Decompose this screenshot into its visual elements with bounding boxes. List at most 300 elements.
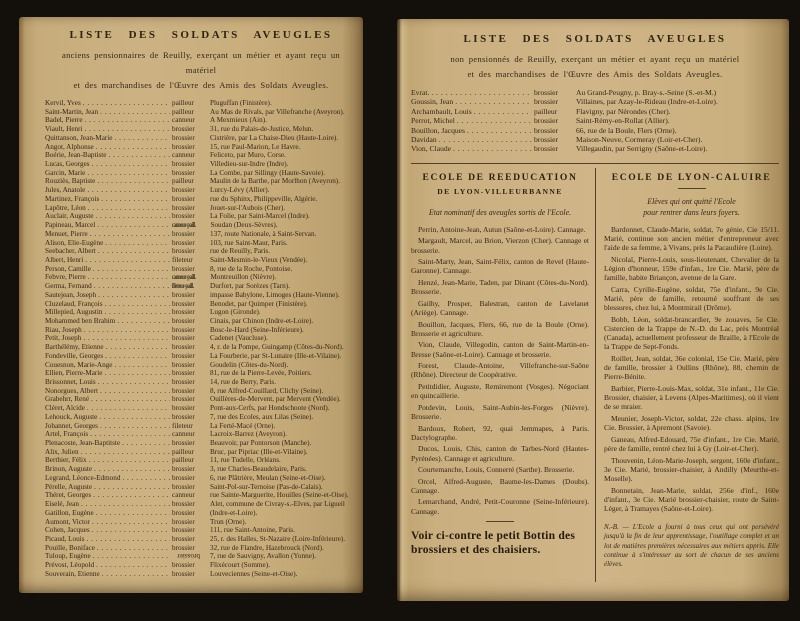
dot-leader [94,465,170,474]
dot-leader [96,143,170,152]
soldier-name: Mohammed ben Brahim [45,316,116,325]
soldier-job: canneur [172,430,195,439]
name-cell [45,195,172,204]
dot-leader [114,134,170,143]
list-row [45,308,357,317]
dot-leader [474,107,532,116]
soldier-name: Menuet, Pierre [45,229,88,238]
school-paragraph: Saint-Marty, Jean, Saint-Félix, canton de Revel (Haute-Garonne). Cannage. [411,257,589,276]
soldier-name: Artel, François [45,430,89,439]
list-row [411,116,779,125]
school-paragraph: Perrin, Antoine-Jean, Autun (Saône-et-Loire). Cannage. [418,224,586,234]
list-row [45,300,357,309]
soldier-address: Saint-Rémy-en-Rollat (Allier). [576,116,670,126]
name-cell [45,151,172,160]
dot-leader [92,518,170,527]
soldier-name: Badel, Pierre [45,116,83,125]
soldier-address: Lurcy-Lévy (Allier). [210,186,270,195]
soldier-name: Picaud, Louis [45,534,85,543]
book-gutter-shadow [360,0,400,621]
soldier-job: brossier [172,569,195,578]
soldier-name: Papineau, Marcel [45,221,96,230]
soldier-address: Cinais, par Chinon (Indre-et-Loire). [210,316,314,325]
dot-leader [87,535,170,544]
dot-leader [98,247,170,256]
soldier-address: Louveciennes (Seine-et-Oise). [210,569,298,578]
school-paragraph: Bonnetain, Jean-Marie, soldat, 256e d'inf., 160e d'infant., 3e Cie. Marié brossier-chaisier, route de Saint-Léger, à Tramayes (Saône-et-Loire). [604,485,779,513]
soldier-job: fileteur [172,255,193,264]
name-cell [45,143,172,152]
list-row [45,221,357,230]
name-cell [45,491,172,500]
soldier-name: Sautejean, Joseph [45,290,97,299]
dot-leader [87,186,170,195]
school-paragraph: Meunier, Joseph-Victor, soldat, 22e chass. alpins, 1re Cie. Brossier, à Apremont (Savoie). [604,413,779,433]
soldier-job: brossier [172,351,195,360]
list-row [45,204,357,213]
soldier-address: impasse Babylone, Limoges (Haute-Vienne). [210,290,340,299]
list-row [45,134,357,143]
soldier-job: brossier [172,404,195,413]
dot-leader [94,282,170,291]
soldier-job: brossier [534,134,559,144]
list-row [45,116,357,125]
soldier-job: canneur-paill. [172,273,196,282]
soldier-address: 111, rue Saint-Antoine, Paris. [210,526,295,535]
dot-leader [90,430,170,439]
name-cell [45,352,172,361]
dot-leader [108,151,170,160]
soldier-job: brossier [172,386,195,395]
soldier-name: Alison, Elie-Eugène [45,238,104,247]
school-paragraph: Ducos, Louis, Chis, canton de Tarbes-Nord (Hautes-Pyrénées). Cannage et agriculture. [411,444,589,463]
soldier-job: brossier [172,543,195,552]
soldier-name: Petit, Joseph [45,334,82,343]
soldier-address: Ouillères-de-Mervent, par Mervent (Vendée). [210,395,341,404]
soldier-name: Perrot, Michel [411,116,455,126]
dot-leader [87,169,170,178]
name-cell [45,273,172,282]
list-row [45,212,357,221]
name-cell [45,186,172,195]
name-cell [45,125,172,134]
name-cell [411,88,534,97]
list-row [45,500,357,509]
dot-leader [90,230,170,239]
soldier-address: La Combe, par Sillingy (Haute-Savoie). [210,168,325,177]
name-cell [45,265,172,274]
dot-leader [457,116,532,125]
soldier-name: Fondeville, Georges [45,351,104,360]
schools-section [411,168,779,582]
soldier-address: 137, route Nationale, à Saint-Servan. [210,229,317,238]
name-cell [45,334,172,343]
soldier-job: brossier [172,125,195,134]
soldier-address: A Mexmieux (Ain). [210,116,267,125]
list-row [45,413,357,422]
right-page [397,19,789,601]
dot-leader [89,456,170,465]
soldier-job: fileteur-paill. [172,282,194,291]
soldier-address: Villaines, par Azay-le-Rideau (Indre-et-Loire). [576,97,718,107]
name-cell [45,456,172,465]
soldier-address: 66, rue de la Boule, Flers (Orne). [576,125,677,135]
list-row [45,361,357,370]
list-row [45,256,357,265]
soldier-address: 4, r. de la Pompe, Guingamp (Côtes-du-Nord). [210,343,344,352]
soldier-address: Pluguffan (Finistère). [210,99,272,107]
soldier-job: pailleur [172,177,194,186]
soldier-address: Trun (Orne). [210,517,247,526]
soldier-address: 6, rue Plâtrière, Meulan (Seine-et-Oise). [210,473,326,482]
dot-leader [91,395,170,404]
dot-leader [88,273,170,282]
dot-leader [467,126,532,135]
name-cell [45,300,172,309]
school-intro: Etat nominatif des aveugles sortis de l'Ecole. [428,207,572,217]
left-page [19,17,363,593]
soldier-name: Lapôtre, Léon [45,203,86,212]
soldier-job: brossier [172,168,195,177]
list-row [45,509,357,518]
dot-leader [95,212,170,221]
list-row [45,317,357,326]
name-cell [45,169,172,178]
name-cell [45,116,172,125]
dot-leader [101,195,170,204]
soldier-address: Saint-Pol-sur-Ternoise (Pas-de-Calais). [210,482,323,491]
soldier-address: La Ferté-Macé (Orne). [210,421,276,430]
soldier-address: Alet, commune de Civray-s.-Elves, par Ligueil [210,500,345,509]
soldier-name: Cohen, Jacques [45,526,90,535]
list-row [45,518,357,527]
name-cell [45,509,172,518]
name-cell [45,430,172,439]
name-cell [45,483,172,492]
page-subtitle-line2: et des marchandises de l'Œuvre des Amis des Soldats Aveugles. [467,69,723,79]
soldier-address: Flixécourt (Somme). [210,561,270,570]
dot-leader [92,160,170,169]
soldier-job: brossier [172,142,195,151]
soldier-job: brossier [177,552,200,561]
school-heading-line1: ECOLE DE REEDUCATION [422,171,578,183]
list-row [45,160,357,169]
soldier-address: Villedieu-sur-Indre (Indre). [210,160,289,169]
soldier-job: brossier [172,308,195,317]
soldier-address: 3, rue Charles-Beaudelaire, Paris. [210,465,307,474]
soldier-address: Cistrière, par La Chaise-Dieu (Haute-Loire). [210,133,339,142]
soldier-address: 8, rue Alfred-Couillard, Clichy (Seine). [210,386,324,395]
school-paragraph: Nicolaï, Pierre-Louis, sous-lieutenant, Chevalier de la Légion d'honneur, 159e d'infan., 1re Cie. Marié, père de famille, habite Briançon, avenue de la Gare. [604,254,779,283]
soldier-name: Jules, Anatole [45,186,86,195]
page-subtitle-line2: et des marchandises de l'Œuvre des Amis des Soldats Aveugles. [73,80,329,90]
dot-leader [122,439,170,448]
school-paragraph: Forest, Claude-Antoine, Villefranche-sur-Saône (Rhône). Directeur de Coopérative. [411,361,589,380]
soldier-name: Person, Camille [45,264,91,273]
list-row [45,177,357,186]
soldier-address: Durfort, par Sorèzes (Tarn). [210,282,290,291]
soldier-address: Au Grand-Peugny, p. Bray-s.-Seine (S.-et-M.) [576,88,717,97]
name-cell [45,570,172,579]
school-paragraph-list [604,225,779,513]
soldier-name: Bouillon, Jacques [411,125,465,135]
soldier-address: Feliceto, par Muro, Corse. [210,151,286,160]
dot-leader [96,509,170,518]
soldier-name: Legrand, Léonce-Edmond [45,473,121,482]
soldier-job: brossier [172,238,195,247]
soldier-name: Evrat. [411,88,430,97]
soldier-name: Couesnon, Marie-Ange [45,360,113,369]
soldier-name: Johannet, Georges [45,421,98,430]
soldier-name: Plenacoste, Jean-Baptitste [45,439,121,448]
list-row [45,430,357,439]
soldier-job: brossier [534,144,559,154]
list-row [45,334,357,343]
list-row [45,99,357,108]
school-paragraph: Barbier, Pierre-Louis-Max, soldat, 31e infant., 11e Cie. Brossier, chaisier, à Levens (Alpes-Maritimes), où il vient de se mraier. [604,383,779,412]
list-row [45,544,357,553]
dot-leader [93,552,170,561]
soldier-address: Bosc-le-Hard (Seine-Inférieure). [210,325,304,334]
soldier-job: brossier [172,229,195,238]
soldier-job: brossier [172,247,195,256]
dot-leader [97,544,170,553]
list-row [45,465,357,474]
soldier-name: Ellien, Pierre-Marie [45,369,103,378]
soldier-address: 32, rue de Flandre, Hazebrouck (Nord). [210,543,324,552]
school-paragraph: Bardonnet, Claude-Marie, soldat, 7e génie, Cie 15/11. Marié, continue son ancien métier d'entrepreneur avec l'aide de sa femme, à Vivans, près la Pacaudière (Loire). [604,224,779,253]
dot-leader [100,422,170,431]
list-row [45,151,357,160]
list-row [45,265,357,274]
dot-leader [85,256,170,265]
list-row [45,291,357,300]
soldier-name: Riau, Joseph [45,325,82,334]
soldier-address: Cadenet (Vaucluse). [210,334,268,343]
soldier-address: 15, rue Paul-Marion, Le Havre. [210,142,301,151]
list-row [411,88,779,97]
dot-leader [439,135,532,144]
dot-leader [83,99,170,108]
name-cell [45,204,172,213]
soldier-list-left [45,99,357,579]
soldier-name: Davidan [411,134,437,144]
soldier-address: Benodet, par Quimper (Finistère). [210,299,308,308]
name-cell [45,526,172,535]
soldier-address: Beauvoir, par Pontorson (Manche). [210,439,312,448]
name-cell [411,135,534,144]
soldier-address: La Fourberie, par St-Lunaire (Ille-et-Vilaine). [210,351,342,360]
soldier-job: canneur-paill. [172,221,196,230]
list-row [45,526,357,535]
soldier-job: brossier [172,133,195,142]
soldier-name: Nonorgues, Albert [45,386,98,395]
list-row [45,448,357,457]
name-cell [45,247,172,256]
soldier-job: brossier [172,334,195,343]
dot-leader [100,108,170,117]
list-row [411,135,779,144]
list-row [45,143,357,152]
soldier-address: rue de Reuilly, Paris. [210,247,271,256]
soldier-job: brossier [172,412,195,421]
soldier-address: Montreuillon (Nièvre). [210,273,277,282]
page-subtitle-line1: anciens pensionnaires de Reuilly, exerçant un métier et ayant reçu un matériel [61,50,341,75]
school-paragraph: Petitdidier, Auguste, Remiremont (Vosges). Négociant en quincaillerie. [411,381,589,401]
soldier-job: brossier [172,508,195,517]
soldier-job: fileteur [172,421,193,430]
soldier-address: La Folie, par Saint-Marcel (Indre). [210,212,310,221]
name-cell [45,552,172,561]
soldier-name: Tuloup, Eugène [45,552,91,561]
page-title: LISTE DES SOLDATS AVEUGLES [69,29,333,41]
list-row [45,378,357,387]
soldier-name: Souverain, Etienne [45,569,100,578]
school-paragraph: Lemarchand, André, Petit-Couronne (Seine-Inférieure). Cannage. [411,497,589,516]
soldier-job: brossier [172,290,195,299]
soldier-address: 103, rue Saint-Maur, Paris. [210,238,288,247]
soldier-name: Alix, Julien [45,447,79,456]
soldier-name: Cluzelaud, François [45,299,103,308]
name-cell [45,239,172,248]
list-row [45,326,357,335]
soldier-job: brossier [172,325,195,334]
soldier-job: brossier [534,125,559,135]
soldier-address: 14, rue de Berry, Paris. [210,378,276,386]
soldier-job: brossier [172,299,195,308]
dot-leader [94,483,170,492]
school-paragraph: Courtemanche, Louis, Connerré (Sarthe). Brosserie. [418,465,575,475]
soldier-address: Saint-Mesmin-le-Vieux (Vendée). [210,255,308,264]
name-cell [45,387,172,396]
name-cell [45,535,172,544]
list-row [45,483,357,492]
name-cell [45,518,172,527]
name-cell [45,474,172,483]
school-paragraph: Vion, Claude, Villegodin, canton de Saint-Martin-en-Bresse (Saône-et-Loire). Cannage et brosserie. [411,340,589,359]
name-cell [45,134,172,143]
name-cell [45,177,172,186]
dot-leader [81,448,170,457]
mini-divider [678,188,706,189]
dot-leader [122,474,170,483]
soldier-job: pailleur [172,99,194,107]
name-cell [45,291,172,300]
soldier-job: brossier [534,97,559,107]
soldier-name: Quittanson, Jean-Marie [45,133,113,142]
name-cell [45,256,172,265]
soldier-name: Auclair, Auguste [45,212,94,221]
dot-leader [99,413,170,422]
soldier-name: Germa, Fernand [45,282,92,291]
dot-leader [96,561,170,570]
soldier-name: Millepied, Augustin [45,308,103,317]
dot-leader [97,177,170,186]
school-heading: ECOLE DE LYON-CALUIRE [611,171,772,183]
dot-leader [106,343,170,352]
soldier-name: Goussin, Jean [411,97,454,107]
list-row [45,108,357,117]
list-row [45,186,357,195]
soldier-address: Maulin de la Barthe, par Morlhon (Aveyron). [210,177,341,186]
list-row [45,169,357,178]
soldier-address: 25, r. des Halles, St-Nazaire (Loire-Inférieure). [210,534,346,543]
soldier-name: Garcin, Marie [45,168,86,177]
list-row [45,439,357,448]
soldier-name: Vion, Claude [411,144,452,154]
school-paragraph: Roillet, Jean, soldat, 36e colonial, 15e Cie. Marié, père de famille, brossier à Oullins (Rhône), 88, chemin de Pierre-Bénite. [604,353,779,382]
soldier-address: Bruc, par Pipriac (Ille-et-Vilaine). [210,447,308,456]
dot-leader [114,361,170,370]
name-cell [45,404,172,413]
soldier-name: Brissonnet, Louis [45,378,96,386]
soldier-job: canneur [172,116,195,125]
list-row [45,552,357,561]
soldier-address: Pont-aux-Cerfs, par Hondschoote (Nord). [210,404,330,413]
soldier-job: brossier [172,186,195,195]
list-row [411,126,779,135]
soldier-job: brossier [172,517,195,526]
school-paragraph: Carra, Cyrille-Eugène, soldat, 75e d'infant., 9e Cie. Marié, père de famille, retourné souffrant de ses blessures, chez lui, à Montmirail (Drôme). [604,284,779,313]
soldier-job: pailleur [172,107,194,116]
soldier-name: Barthélémy, Etienne [45,343,104,352]
soldier-name: Martinez, François [45,194,100,203]
name-cell [45,361,172,370]
soldier-job: brossier [172,194,195,203]
soldier-job: brossier [172,473,195,482]
soldier-name: Viault, Henri [45,125,83,134]
soldier-address: 31, rue du Palais-de-Justice, Melun. [210,125,314,134]
dot-leader [92,526,170,535]
school-paragraph: Bardoux, Robert, 92, quai Jemmapes, à Paris. Dactylographe. [411,423,589,442]
soldier-name: Albert, Henri [45,255,84,264]
soldier-job: brossier [172,212,195,221]
name-cell [411,107,534,116]
list-row [45,456,357,465]
soldier-name: Rouziès, Baptiste [45,177,96,186]
soldier-address: 7, rue des Ecoles, aux Lilas (Seine). [210,412,314,421]
soldier-name: Febvre, Pierre [45,273,86,282]
dot-leader [105,300,171,309]
school-paragraph: Potdevin, Louis, Saint-Aubin-les-Forges (Nièvre). Brosserie. [411,402,589,421]
soldier-address: rue du Sphinx, Philippeville, Algérie. [210,194,318,203]
soldier-address: 7, rue de Sauvigny, Avallon (Yonne). [210,552,317,561]
callout-text: Voir ci-contre le petit Bottin des brossiers et des chaisiers. [411,528,576,557]
name-cell [45,378,172,387]
name-cell [45,230,172,239]
name-cell [45,439,172,448]
soldier-job: brossier [172,395,195,404]
soldier-name: Lucas, Georges [45,160,90,169]
list-row [45,404,357,413]
list-row [45,570,357,579]
name-cell [45,343,172,352]
dot-leader [87,404,170,413]
school-intro-line1: Elèves qui ont quitté l'Ecole [647,196,736,206]
soldier-name: Lehouck, Auguste [45,412,98,421]
dot-leader [83,334,170,343]
school-paragraph: Thouvenin, Léon-Marie-Joseph, sergent, 160e d'infant., 3e Cie. Marié, brossier-chaisier, à Andilly (Meurthe-et-Moselle). [604,455,779,483]
name-cell [45,561,172,570]
soldier-name: Berthier, Félix [45,456,87,465]
dot-leader [98,378,170,387]
dot-leader [81,500,170,509]
school-paragraph: Bouillon, Jacques, Flers, 66, rue de la Boule (Orne). Brosserie et agriculture. [411,319,589,338]
name-cell [45,221,172,230]
dot-leader [97,221,170,230]
nb-note: N.-B. — L'Ecole a fourni à tous ceux qui ont persévéré jusqu'à la fin de leur apprentissage, l'outillage complet et un lot de matières premières nécessaires aux métiers appris. Elle continue à s'intéresser au sort de chacun de ses anciens élèves. [604,523,779,568]
dot-leader [453,144,532,153]
